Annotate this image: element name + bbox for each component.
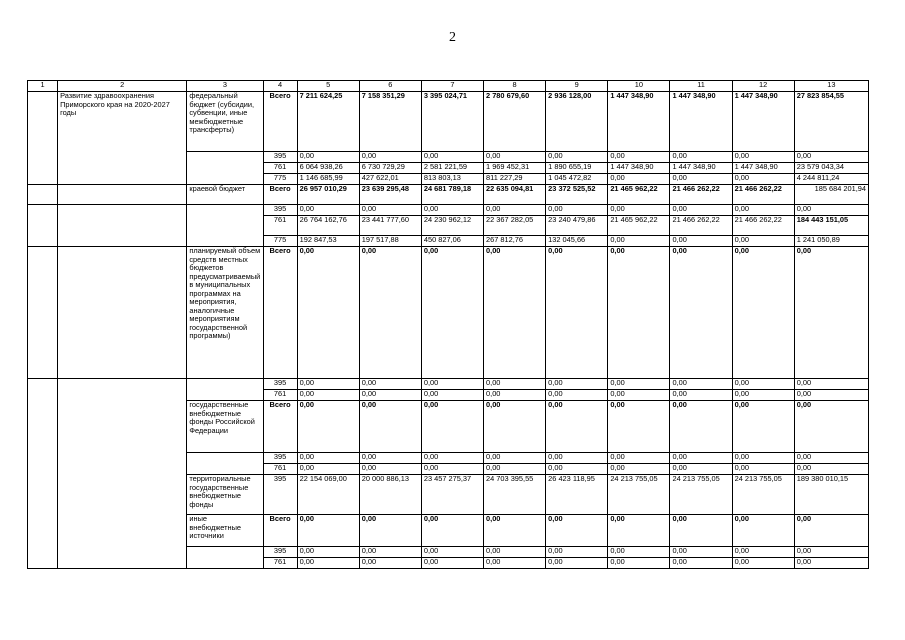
code-cell: 395 [263,152,297,163]
value-cell: 0,00 [794,205,868,216]
value-cell: 0,00 [421,205,483,216]
header-cell: 8 [484,81,546,92]
value-cell: 6 730 729,29 [359,163,421,174]
value-cell: 1 447 348,90 [670,92,732,152]
value-cell: 0,00 [794,152,868,163]
value-cell: 0,00 [608,236,670,247]
number-cell [28,379,58,569]
value-cell: 0,00 [484,453,546,464]
value-cell: 0,00 [359,205,421,216]
source-cell [187,379,263,401]
value-cell: 22 154 069,00 [297,475,359,515]
value-cell: 184 443 151,05 [794,216,868,236]
value-cell: 0,00 [608,247,670,379]
value-cell: 0,00 [670,205,732,216]
value-cell: 27 823 854,55 [794,92,868,152]
value-cell: 0,00 [670,379,732,390]
value-cell: 0,00 [794,247,868,379]
value-cell: 0,00 [484,152,546,163]
value-cell: 0,00 [732,401,794,453]
value-cell: 813 803,13 [421,174,483,185]
value-cell: 1 447 348,90 [608,163,670,174]
value-cell: 0,00 [546,515,608,547]
value-cell: 0,00 [670,558,732,569]
number-cell [28,205,58,247]
value-cell: 0,00 [670,453,732,464]
value-cell: 189 380 010,15 [794,475,868,515]
header-cell: 1 [28,81,58,92]
value-cell: 23 639 295,48 [359,185,421,205]
value-cell: 0,00 [359,547,421,558]
value-cell: 0,00 [608,547,670,558]
value-cell: 0,00 [608,558,670,569]
value-cell: 0,00 [421,401,483,453]
value-cell: 1 890 655,19 [546,163,608,174]
header-cell: 4 [263,81,297,92]
table-row [28,205,869,216]
value-cell: 0,00 [794,390,868,401]
value-cell: 0,00 [297,401,359,453]
number-cell [28,185,58,205]
value-cell: 24 213 755,05 [670,475,732,515]
value-cell: 0,00 [421,152,483,163]
code-cell: Всего [263,185,297,205]
number-cell [28,92,58,185]
value-cell: 0,00 [608,152,670,163]
value-cell: 132 045,66 [546,236,608,247]
value-cell: 21 466 262,22 [670,216,732,236]
value-cell: 0,00 [546,401,608,453]
value-cell: 0,00 [484,401,546,453]
code-cell: 761 [263,464,297,475]
value-cell: 0,00 [484,379,546,390]
value-cell: 1 447 348,90 [670,163,732,174]
table-row [28,92,869,152]
value-cell: 23 457 275,37 [421,475,483,515]
code-cell: Всего [263,247,297,379]
header-cell: 12 [732,81,794,92]
code-cell: 761 [263,558,297,569]
source-territorial: территориальные государственные внебюджетные фонды [187,475,263,515]
code-cell: 775 [263,236,297,247]
value-cell: 21 466 262,22 [732,216,794,236]
source-state-funds: государственные внебюджетные фонды Российской Федерации [187,401,263,453]
value-cell: 24 230 962,12 [421,216,483,236]
value-cell: 0,00 [421,390,483,401]
value-cell: 0,00 [794,464,868,475]
value-cell: 0,00 [608,174,670,185]
source-local: планируемый объем средств местных бюджетов предусматриваемый в муниципальных программах на мероприятия, аналогичные мероприятиям государственной программы) [187,247,263,379]
value-cell: 21 466 262,22 [670,185,732,205]
value-cell: 0,00 [670,247,732,379]
value-cell: 0,00 [297,152,359,163]
value-cell: 22 367 282,05 [484,216,546,236]
source-cell [187,547,263,569]
value-cell: 1 045 472,82 [546,174,608,185]
value-cell: 0,00 [421,558,483,569]
value-cell: 26 764 162,76 [297,216,359,236]
value-cell: 2 936 128,00 [546,92,608,152]
value-cell: 24 681 789,18 [421,185,483,205]
value-cell: 21 465 962,22 [608,185,670,205]
header-cell: 2 [58,81,187,92]
value-cell: 0,00 [421,453,483,464]
value-cell: 0,00 [732,247,794,379]
value-cell: 3 395 024,71 [421,92,483,152]
header-cell: 11 [670,81,732,92]
table-row [28,185,869,205]
value-cell: 0,00 [484,247,546,379]
value-cell: 0,00 [297,464,359,475]
value-cell: 0,00 [670,390,732,401]
value-cell: 0,00 [608,515,670,547]
value-cell: 0,00 [421,379,483,390]
value-cell: 0,00 [608,205,670,216]
value-cell: 0,00 [546,152,608,163]
value-cell: 450 827,06 [421,236,483,247]
value-cell: 0,00 [608,453,670,464]
value-cell: 0,00 [484,515,546,547]
value-cell: 23 441 777,60 [359,216,421,236]
value-cell: 23 240 479,86 [546,216,608,236]
source-cell [187,205,263,247]
value-cell: 0,00 [546,390,608,401]
value-cell: 0,00 [670,174,732,185]
value-cell: 0,00 [670,515,732,547]
value-cell: 0,00 [421,515,483,547]
value-cell: 0,00 [546,464,608,475]
value-cell: 26 957 010,29 [297,185,359,205]
code-cell: 761 [263,216,297,236]
value-cell: 0,00 [670,236,732,247]
value-cell: 0,00 [732,547,794,558]
header-cell: 9 [546,81,608,92]
value-cell: 1 241 050,89 [794,236,868,247]
value-cell: 0,00 [484,547,546,558]
value-cell: 2 581 221,59 [421,163,483,174]
value-cell: 0,00 [359,464,421,475]
value-cell: 0,00 [546,453,608,464]
header-row [28,81,869,92]
value-cell: 0,00 [794,401,868,453]
code-cell: 761 [263,390,297,401]
page-number: 2 [449,30,456,45]
value-cell: 0,00 [608,464,670,475]
header-cell: 13 [794,81,868,92]
value-cell: 0,00 [359,247,421,379]
value-cell: 6 064 938,26 [297,163,359,174]
value-cell: 0,00 [546,547,608,558]
value-cell: 427 622,01 [359,174,421,185]
value-cell: 0,00 [732,205,794,216]
value-cell: 24 703 395,55 [484,475,546,515]
value-cell: 1 447 348,90 [608,92,670,152]
value-cell: 197 517,88 [359,236,421,247]
value-cell: 0,00 [794,547,868,558]
value-cell: 0,00 [794,453,868,464]
value-cell: 23 579 043,34 [794,163,868,174]
value-cell: 0,00 [670,152,732,163]
value-cell: 20 000 886,13 [359,475,421,515]
value-cell: 811 227,29 [484,174,546,185]
value-cell: 0,00 [732,174,794,185]
value-cell: 0,00 [359,401,421,453]
value-cell: 0,00 [421,464,483,475]
header-cell: 3 [187,81,263,92]
value-cell: 0,00 [608,390,670,401]
code-cell: 395 [263,547,297,558]
value-cell: 0,00 [359,453,421,464]
value-cell: 185 684 201,94 [794,185,868,205]
value-cell: 0,00 [670,547,732,558]
value-cell: 0,00 [732,152,794,163]
value-cell: 0,00 [484,464,546,475]
value-cell: 0,00 [359,152,421,163]
budget-table [27,80,869,569]
value-cell: 0,00 [421,247,483,379]
value-cell: 0,00 [732,558,794,569]
value-cell: 0,00 [359,515,421,547]
program-name: Развитие здравоохранения Приморского края на 2020-2027 годы [58,92,187,185]
value-cell: 21 465 962,22 [608,216,670,236]
code-cell: 395 [263,453,297,464]
program-cell [58,185,187,205]
value-cell: 0,00 [546,247,608,379]
table-row [28,379,869,390]
value-cell: 0,00 [484,558,546,569]
value-cell: 0,00 [297,547,359,558]
value-cell: 0,00 [732,453,794,464]
source-cell [187,152,263,185]
code-cell: 775 [263,174,297,185]
value-cell: 0,00 [421,547,483,558]
value-cell: 0,00 [297,205,359,216]
source-cell [187,453,263,475]
value-cell: 26 423 118,95 [546,475,608,515]
code-cell: Всего [263,515,297,547]
value-cell: 23 372 525,52 [546,185,608,205]
value-cell: 0,00 [794,379,868,390]
header-cell: 7 [421,81,483,92]
value-cell: 0,00 [732,236,794,247]
value-cell: 2 780 679,60 [484,92,546,152]
program-cell [58,205,187,247]
code-cell: 395 [263,379,297,390]
value-cell: 0,00 [484,205,546,216]
header-cell: 6 [359,81,421,92]
value-cell: 7 158 351,29 [359,92,421,152]
code-cell: Всего [263,401,297,453]
value-cell: 192 847,53 [297,236,359,247]
value-cell: 0,00 [732,379,794,390]
header-cell: 10 [608,81,670,92]
value-cell: 0,00 [297,558,359,569]
value-cell: 4 244 811,24 [794,174,868,185]
value-cell: 21 466 262,22 [732,185,794,205]
value-cell: 0,00 [608,401,670,453]
value-cell: 0,00 [484,390,546,401]
value-cell: 0,00 [297,515,359,547]
value-cell: 0,00 [794,515,868,547]
table-row [28,247,869,379]
value-cell: 0,00 [732,390,794,401]
value-cell: 1 146 685,99 [297,174,359,185]
value-cell: 22 635 094,81 [484,185,546,205]
value-cell: 0,00 [732,515,794,547]
source-federal: федеральный бюджет (субсидии, субвенции, иные межбюджетные трансферты) [187,92,263,152]
value-cell: 0,00 [670,464,732,475]
value-cell: 24 213 755,05 [732,475,794,515]
value-cell: 0,00 [546,558,608,569]
value-cell: 0,00 [359,379,421,390]
value-cell: 0,00 [546,379,608,390]
program-cell [58,379,187,569]
source-regional: краевой бюджет [187,185,263,205]
code-cell: 395 [263,475,297,515]
code-cell: Всего [263,92,297,152]
value-cell: 0,00 [546,205,608,216]
header-cell: 5 [297,81,359,92]
code-cell: 395 [263,205,297,216]
value-cell: 1 447 348,90 [732,92,794,152]
source-other: иные внебюджетные источники [187,515,263,547]
value-cell: 0,00 [359,390,421,401]
program-cell [58,247,187,379]
value-cell: 0,00 [297,390,359,401]
value-cell: 24 213 755,05 [608,475,670,515]
value-cell: 267 812,76 [484,236,546,247]
value-cell: 0,00 [670,401,732,453]
value-cell: 0,00 [732,464,794,475]
value-cell: 0,00 [297,247,359,379]
code-cell: 761 [263,163,297,174]
value-cell: 7 211 624,25 [297,92,359,152]
value-cell: 0,00 [359,558,421,569]
value-cell: 0,00 [794,558,868,569]
value-cell: 1 969 452,31 [484,163,546,174]
number-cell [28,247,58,379]
value-cell: 0,00 [608,379,670,390]
value-cell: 0,00 [297,453,359,464]
value-cell: 1 447 348,90 [732,163,794,174]
value-cell: 0,00 [297,379,359,390]
